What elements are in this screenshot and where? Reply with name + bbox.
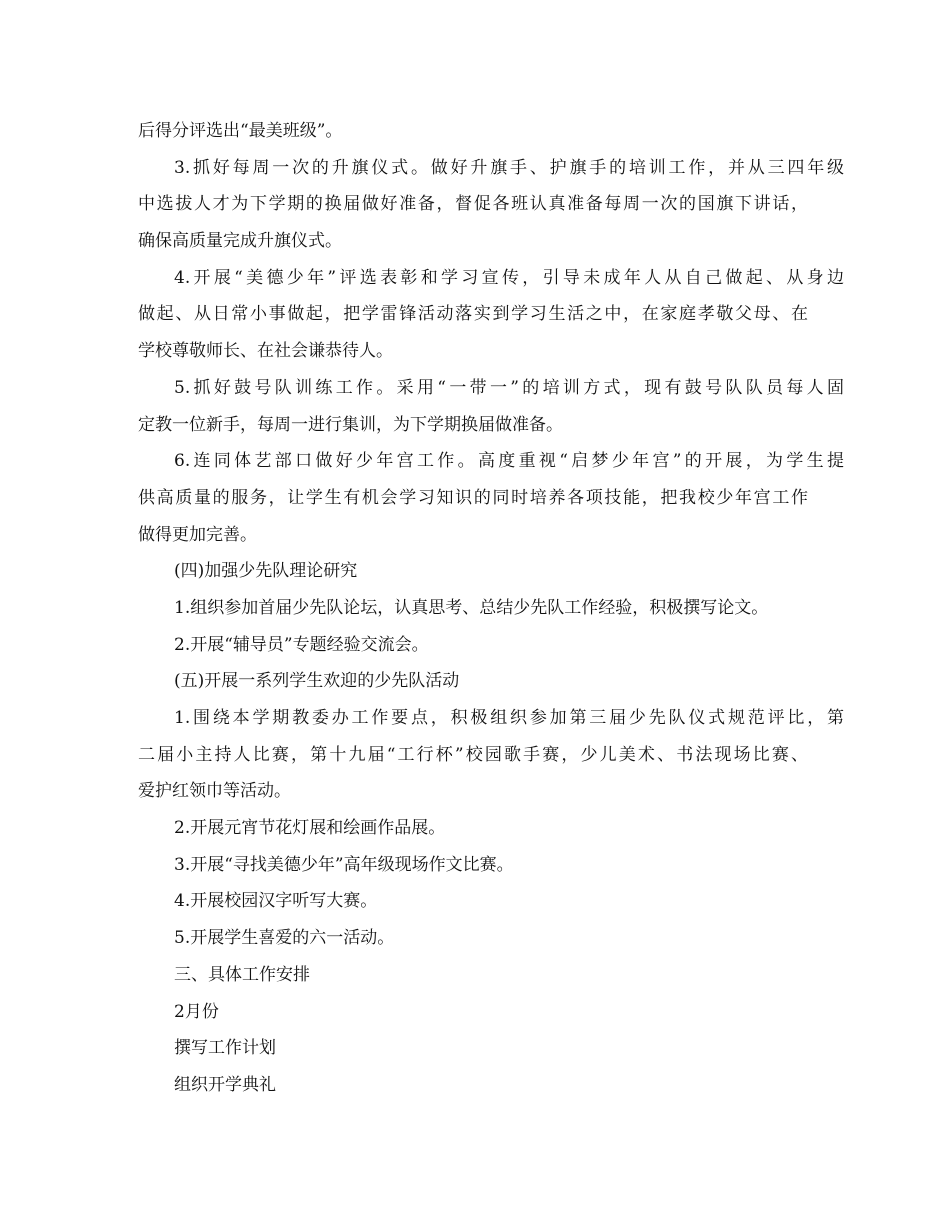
schedule-item-1: 撰写工作计划 [174,1038,276,1059]
text-line-8: 5.抓好鼓号队训练工作。采用“一带一”的培训方式，现有鼓号队队员每人固 [174,377,844,398]
text-line-22: 4.开展校园汉字听写大赛。 [174,891,378,912]
month-label: 2月份 [174,1001,219,1022]
text-line-6: 做起、从日常小事做起，把学雷锋活动落实到学习生活之中，在家庭孝敬父母、在 [138,304,808,325]
text-line-11: 供高质量的服务，让学生有机会学习知识的同时培养各项技能，把我校少年宫工作 [138,487,808,508]
text-line-4: 确保高质量完成升旗仪式。 [138,231,342,252]
text-line-12: 做得更加完善。 [138,524,257,545]
text-line-20: 2.开展元宵节花灯展和绘画作品展。 [174,818,446,839]
text-line-19: 爱护红领巾等活动。 [138,781,291,802]
text-line-21: 3.开展“寻找美德少年”高年级现场作文比赛。 [174,854,514,875]
section-heading-4: (四)加强少先队理论研究 [174,561,358,582]
text-line-14: 1.组织参加首届少先队论坛，认真思考、总结少先队工作经验，积极撰写论文。 [174,597,769,618]
text-line-7: 学校尊敬师长、在社会谦恭待人。 [138,341,393,362]
text-line-17: 1.围绕本学期教委办工作要点，积极组织参加第三届少先队仪式规范评比，第 [174,708,844,728]
text-line-3: 中选拔人才为下学期的换届做好准备，督促各班认真准备每周一次的国旗下讲话， [138,194,808,215]
text-line-10: 6.连同体艺部口做好少年宫工作。高度重视“启梦少年宫”的开展，为学生提 [174,451,844,472]
schedule-item-2: 组织开学典礼 [174,1074,276,1095]
text-line-1: 后得分评选出“最美班级”。 [138,121,343,141]
section-heading-3: 三、具体工作安排 [174,964,310,985]
text-line-15: 2.开展“辅导员”专题经验交流会。 [174,634,429,655]
text-line-2: 3.抓好每周一次的升旗仪式。做好升旗手、护旗手的培训工作，并从三四年级 [174,157,844,178]
text-line-5: 4.开展“美德少年”评选表彰和学习宣传，引导未成年人从自己做起、从身边 [174,267,844,288]
section-heading-5: (五)开展一系列学生欢迎的少先队活动 [174,671,460,692]
text-line-23: 5.开展学生喜爱的六一活动。 [174,928,395,949]
document-body [138,113,844,1104]
text-line-9: 定教一位新手，每周一进行集训，为下学期换届做准备。 [138,414,563,435]
text-line-18: 二届小主持人比赛，第十九届“工行杯”校园歌手赛，少儿美术、书法现场比赛、 [138,744,808,765]
